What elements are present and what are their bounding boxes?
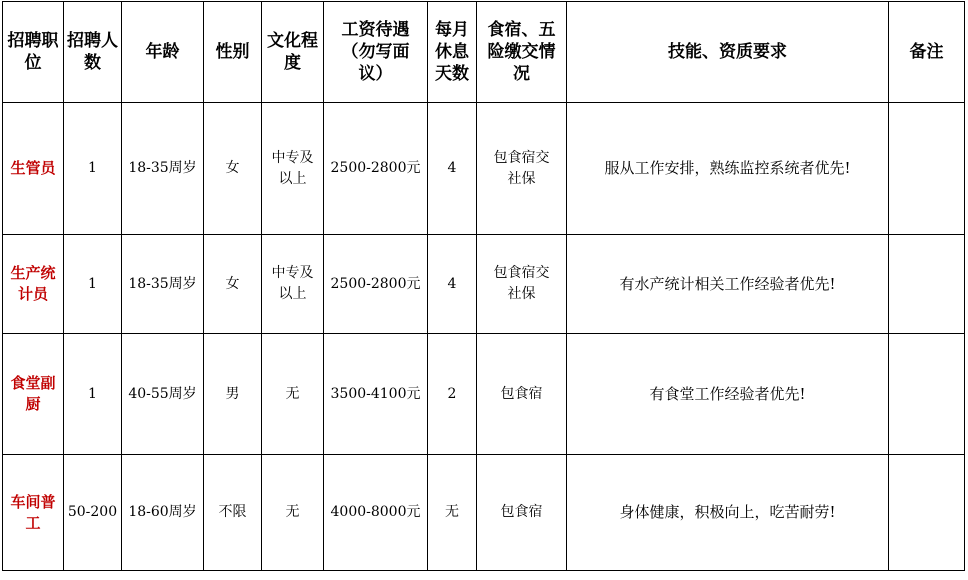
table-row bbox=[3, 334, 965, 455]
cell-position: 生产统计员 bbox=[3, 235, 64, 334]
cell-education: 中专及以上 bbox=[262, 235, 324, 334]
cell-requirements: 有食堂工作经验者优先! bbox=[567, 334, 889, 455]
cell-notes bbox=[889, 103, 965, 235]
cell-benefits: 包食宿交社保 bbox=[477, 103, 567, 235]
cell-notes bbox=[889, 235, 965, 334]
cell-education: 无 bbox=[262, 455, 324, 571]
cell-education: 中专及以上 bbox=[262, 103, 324, 235]
header-education: 文化程度 bbox=[262, 2, 324, 103]
cell-benefits: 包食宿 bbox=[477, 334, 567, 455]
cell-requirements: 有水产统计相关工作经验者优先! bbox=[567, 235, 889, 334]
header-rest-days: 每月休息天数 bbox=[428, 2, 477, 103]
cell-rest-days: 4 bbox=[428, 235, 477, 334]
cell-age: 18-60周岁 bbox=[122, 455, 204, 571]
cell-rest-days: 2 bbox=[428, 334, 477, 455]
cell-notes bbox=[889, 455, 965, 571]
header-row bbox=[3, 2, 965, 103]
recruitment-table bbox=[2, 1, 965, 571]
cell-age: 18-35周岁 bbox=[122, 103, 204, 235]
header-count: 招聘人数 bbox=[64, 2, 122, 103]
cell-benefits: 包食宿 bbox=[477, 455, 567, 571]
cell-requirements: 服从工作安排，熟练监控系统者优先! bbox=[567, 103, 889, 235]
cell-education: 无 bbox=[262, 334, 324, 455]
cell-gender: 不限 bbox=[204, 455, 262, 571]
cell-position: 生管员 bbox=[3, 103, 64, 235]
header-salary: 工资待遇（勿写面议） bbox=[324, 2, 428, 103]
cell-count: 1 bbox=[64, 103, 122, 235]
cell-gender: 女 bbox=[204, 235, 262, 334]
cell-count: 1 bbox=[64, 334, 122, 455]
header-requirements: 技能、资质要求 bbox=[567, 2, 889, 103]
cell-requirements: 身体健康，积极向上，吃苦耐劳! bbox=[567, 455, 889, 571]
table-row bbox=[3, 235, 965, 334]
header-position: 招聘职位 bbox=[3, 2, 64, 103]
cell-rest-days: 无 bbox=[428, 455, 477, 571]
cell-age: 18-35周岁 bbox=[122, 235, 204, 334]
cell-notes bbox=[889, 334, 965, 455]
table-row bbox=[3, 455, 965, 571]
cell-age: 40-55周岁 bbox=[122, 334, 204, 455]
cell-salary: 2500-2800元 bbox=[324, 235, 428, 334]
cell-rest-days: 4 bbox=[428, 103, 477, 235]
cell-gender: 男 bbox=[204, 334, 262, 455]
cell-salary: 4000-8000元 bbox=[324, 455, 428, 571]
cell-salary: 2500-2800元 bbox=[324, 103, 428, 235]
cell-salary: 3500-4100元 bbox=[324, 334, 428, 455]
cell-position: 食堂副厨 bbox=[3, 334, 64, 455]
header-benefits: 食宿、五险缴交情况 bbox=[477, 2, 567, 103]
header-gender: 性别 bbox=[204, 2, 262, 103]
cell-count: 50-200 bbox=[64, 455, 122, 571]
header-notes: 备注 bbox=[889, 2, 965, 103]
cell-position: 车间普工 bbox=[3, 455, 64, 571]
cell-benefits: 包食宿交社保 bbox=[477, 235, 567, 334]
cell-count: 1 bbox=[64, 235, 122, 334]
header-age: 年龄 bbox=[122, 2, 204, 103]
table-row bbox=[3, 103, 965, 235]
cell-gender: 女 bbox=[204, 103, 262, 235]
